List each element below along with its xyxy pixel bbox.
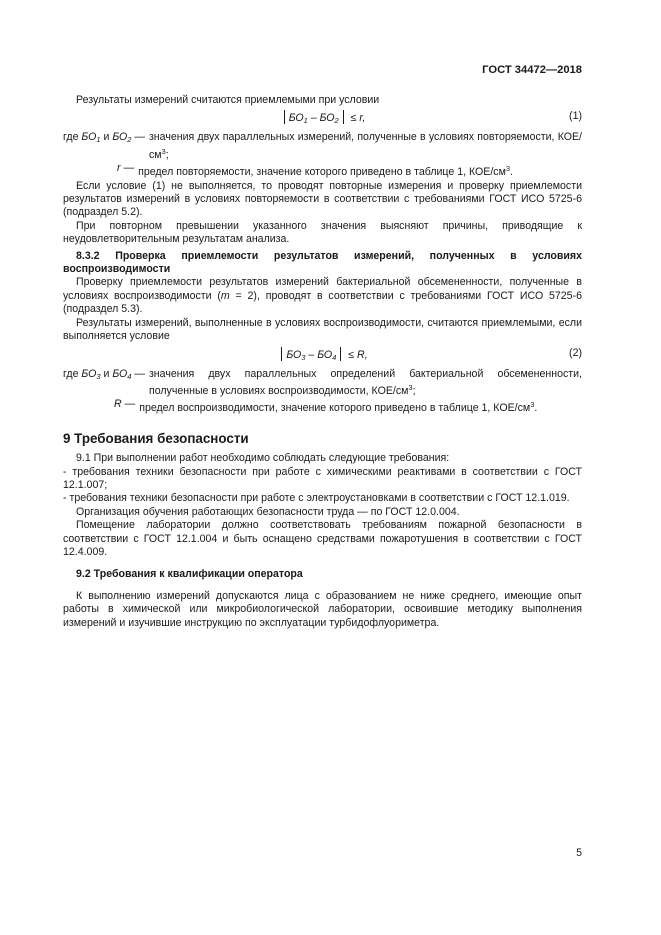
formula-2-rhs: R, <box>357 348 368 361</box>
formula-1-rhs: r, <box>359 112 366 125</box>
where-1-var2: БО <box>112 131 128 144</box>
paragraph-9-1: 9.1 При выполнении работ необходимо соблюдать следующие требования: <box>76 452 450 465</box>
paragraph-repeat-excess: При повторном превышении указанного значения выясняют причины, приводящие к неудовлетворительным результатам анализа. <box>63 219 582 246</box>
where-1-sup: 3 <box>161 146 166 156</box>
where-block-2 <box>63 368 582 399</box>
where-1-var1: БО <box>81 131 97 144</box>
formula-1-var-b: БО <box>319 112 335 125</box>
formula-1-sub-b: 2 <box>334 116 339 126</box>
formula-1-var-a: БО <box>288 112 304 125</box>
where-1-tail: ; <box>165 148 169 161</box>
subsection-8-3-2-heading <box>63 250 582 277</box>
formula-1-sub-a: 1 <box>303 116 308 126</box>
formula-1-relation: ≤ <box>350 112 357 125</box>
where-2-text <box>149 368 582 399</box>
abs-bar-left <box>284 110 285 124</box>
where-1-dash: — <box>134 131 145 144</box>
standard-code: ГОСТ 34472—2018 <box>482 64 582 76</box>
formula-2-sub-a: 3 <box>301 352 306 362</box>
list-item-electrical-safety: - требования техники безопасности при работе с электроустановками в соответствии с ГОСТ 12.1.019. <box>63 492 570 505</box>
where-2b-sup: 3 <box>530 400 535 410</box>
paragraph-reproducibility-condition: Результаты измерений, выполненные в условиях воспроизводимости, считаются приемлемыми, если выполняется условие <box>63 316 582 343</box>
where-1-desc: значения двух параллельных измерений, полученные в условиях повторяемости, КОЕ/см <box>148 131 582 161</box>
formula-2-sub-b: 4 <box>332 352 337 362</box>
p4-var-m: m <box>220 289 230 302</box>
paragraph-safety-training: Организация обучения работающих безопасности труда — по ГОСТ 12.0.004. <box>76 505 460 518</box>
where-1-var1-sub: 1 <box>96 135 101 145</box>
where-1b-dash: — <box>123 162 135 175</box>
where-1b-sup: 3 <box>505 164 511 174</box>
p4-part-b: = 2), проводят в соответствии с требованиями ГОСТ ИСО 5725-6 (подраздел 5.3). <box>63 289 582 316</box>
where-2b-tail: . <box>534 402 538 415</box>
abs-bar-right <box>343 110 344 124</box>
where-1b-desc: предел повторяемости, значение которого приведено в таблице 1, КОЕ/см <box>138 166 506 179</box>
subsection-9-2-title: 9.2 Требования к квалификации оператора <box>76 568 303 581</box>
where-2-var2: БО <box>112 367 128 380</box>
formula-2-expression <box>63 347 582 364</box>
where-1b-label <box>117 162 138 179</box>
subsection-8-3-2-number: 8.3.2 <box>76 249 100 262</box>
where-2b-desc: предел воспроизводимости, значение которого приведено в таблице 1, КОЕ/см <box>139 402 531 415</box>
abs-bar-right <box>340 347 341 361</box>
where-2b-text <box>139 398 582 415</box>
formula-1-expression <box>63 110 582 127</box>
formula-2-relation: ≤ <box>348 348 355 361</box>
where-2b-dash: — <box>124 398 136 411</box>
where-2-label <box>63 368 149 399</box>
where-2-var1: БО <box>81 367 97 380</box>
paragraph-fire-safety: Помещение лаборатории должно соответствовать требованиям пожарной безопасности в соответствии с ГОСТ 12.1.004 и быть оснащено средствами пожаротушения в соответствии с ГОСТ 12.4.009. <box>63 519 582 558</box>
formula-2-minus: – <box>308 348 315 361</box>
paragraph-repeat-measurements: Если условие (1) не выполняется, то проводят повторные измерения и проверку приемлемости результатов измерений в условиях повторяемости в соответствии с требованиями ГОСТ ИСО 5725-6 (подраздел 5.2). <box>63 179 582 219</box>
where-1-var2-sub: 2 <box>127 135 132 145</box>
where-1b-tail: . <box>510 166 513 179</box>
formula-1 <box>63 108 582 126</box>
formula-2 <box>63 345 582 363</box>
abs-bar-left <box>281 347 282 361</box>
paragraph-reproducibility-check <box>63 276 582 316</box>
where-block-1b <box>117 162 582 179</box>
where-block-1 <box>63 131 582 162</box>
formula-2-var-a: БО <box>286 348 302 361</box>
paragraph-condition-intro: Результаты измерений считаются приемлемыми при условии <box>76 94 380 106</box>
formula-2-var-b: БО <box>317 348 333 361</box>
where-1-and: и <box>103 131 110 144</box>
page-number: 5 <box>576 847 582 859</box>
where-2b-label <box>114 398 139 415</box>
where-2-lead: где <box>63 367 79 380</box>
where-2-dash: — <box>134 367 145 380</box>
paragraph-operator-qualification: К выполнению измерений допускаются лица с образованием не ниже среднего, имеющие опыт работы в химической или микробиологической лаборатории, освоившие методику выполнения измерений и изучившие инструкцию по эксплуатации турбидофлуориметра. <box>63 589 582 629</box>
formula-1-number: (1) <box>569 110 582 123</box>
where-2-var1-sub: 3 <box>96 371 101 381</box>
where-2-and: и <box>103 367 110 380</box>
where-2-sup: 3 <box>408 382 413 392</box>
formula-2-number: (2) <box>569 346 582 359</box>
page-content <box>63 94 582 630</box>
where-1-text <box>149 131 582 162</box>
subsection-8-3-2-title: Проверка приемлемости результатов измерений, полученных в условиях воспроизводимости <box>63 249 582 276</box>
where-2-desc: значения двух параллельных определений бактериальной обсемененности, полученные в условиях воспроизводимости, КОЕ/см <box>148 367 582 397</box>
where-1b-text <box>138 162 582 179</box>
where-block-2b <box>114 398 582 415</box>
formula-1-minus: – <box>310 112 317 125</box>
section-9-title: 9 Требования безопасности <box>63 430 249 446</box>
where-1-lead: где <box>63 131 79 144</box>
list-item-chemical-safety: - требования техники безопасности при работе с химическими реактивами в соответствии с ГОСТ 12.1.007; <box>63 465 582 491</box>
where-2-tail: ; <box>412 384 416 397</box>
p4-part-a: Проверку приемлемости результатов измерений бактериальной обсемененности, полученные в условиях воспроизводимости ( <box>63 276 582 302</box>
where-1-label <box>63 131 149 162</box>
where-2b-sym: R <box>114 398 122 411</box>
where-1b-sym: r <box>117 162 121 175</box>
where-2-var2-sub: 4 <box>127 371 132 381</box>
